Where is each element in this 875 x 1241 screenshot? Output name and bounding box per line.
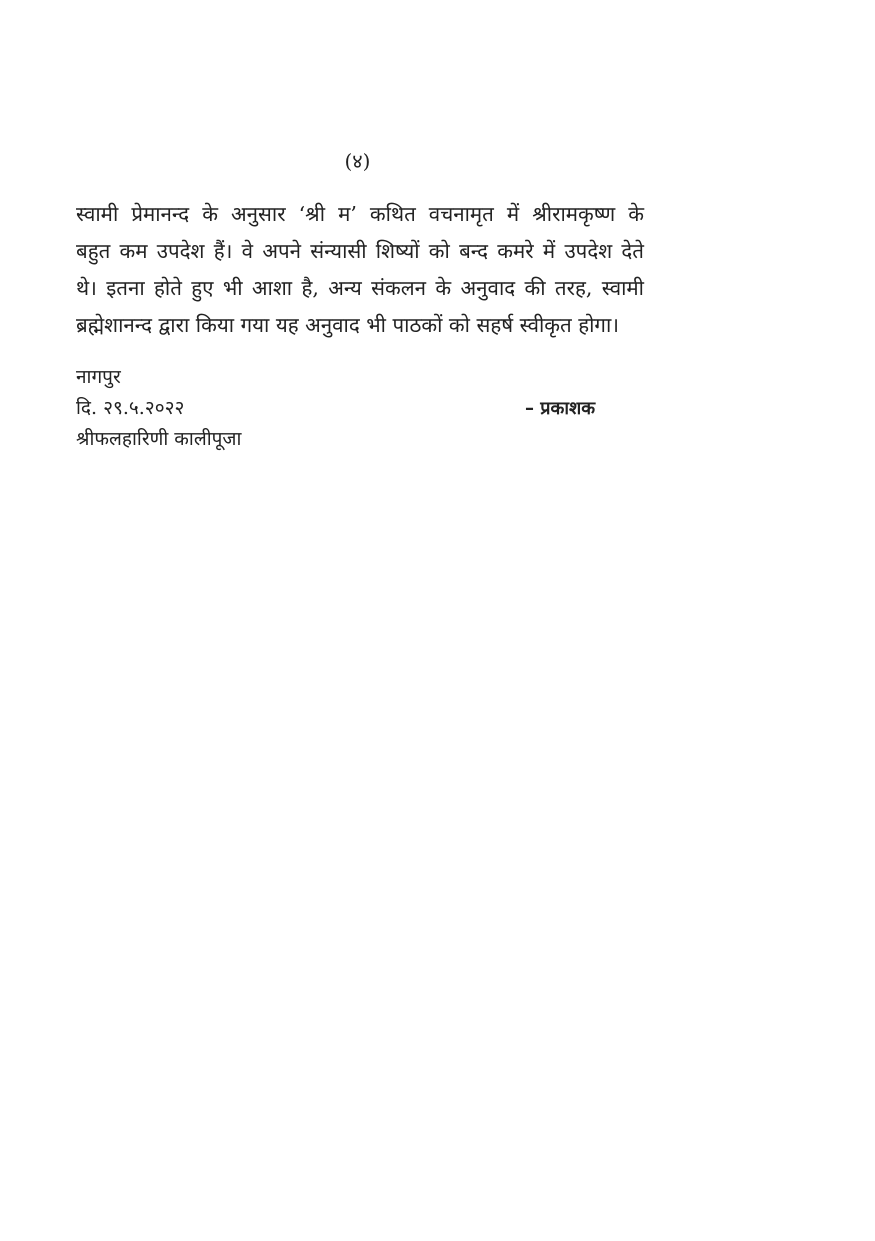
paragraph-line: बहुत कम उपदेश हैं। वे अपने संन्यासी शिष्यों को बन्द कमरे में उपदेश देते [76,239,644,263]
paragraph-line: ब्रह्मेशानन्द द्वारा किया गया यह अनुवाद भी पाठकों को सहर्ष स्वीकृत होगा। [76,313,620,337]
place-row [76,362,636,393]
page-number: (४) [344,149,371,173]
paragraph-line: स्वामी प्रेमानन्द के अनुसार ‘श्री म’ कथित वचनामृत में श्रीरामकृष्ण के [76,202,644,226]
paragraph-line: थे। इतना होते हुए भी आशा है, अन्य संकलन के अनुवाद की तरह, स्वामी [76,276,644,300]
signature-block [76,362,636,455]
date-row [76,393,636,424]
occasion: श्रीफलहारिणी कालीपूजा [76,428,242,450]
place: नागपुर [76,366,121,388]
occasion-row [76,424,636,455]
publisher-signature: – प्रकाशक [525,398,596,419]
body-paragraph [76,196,644,344]
date: दि. २९.५.२०२२ [76,397,185,419]
